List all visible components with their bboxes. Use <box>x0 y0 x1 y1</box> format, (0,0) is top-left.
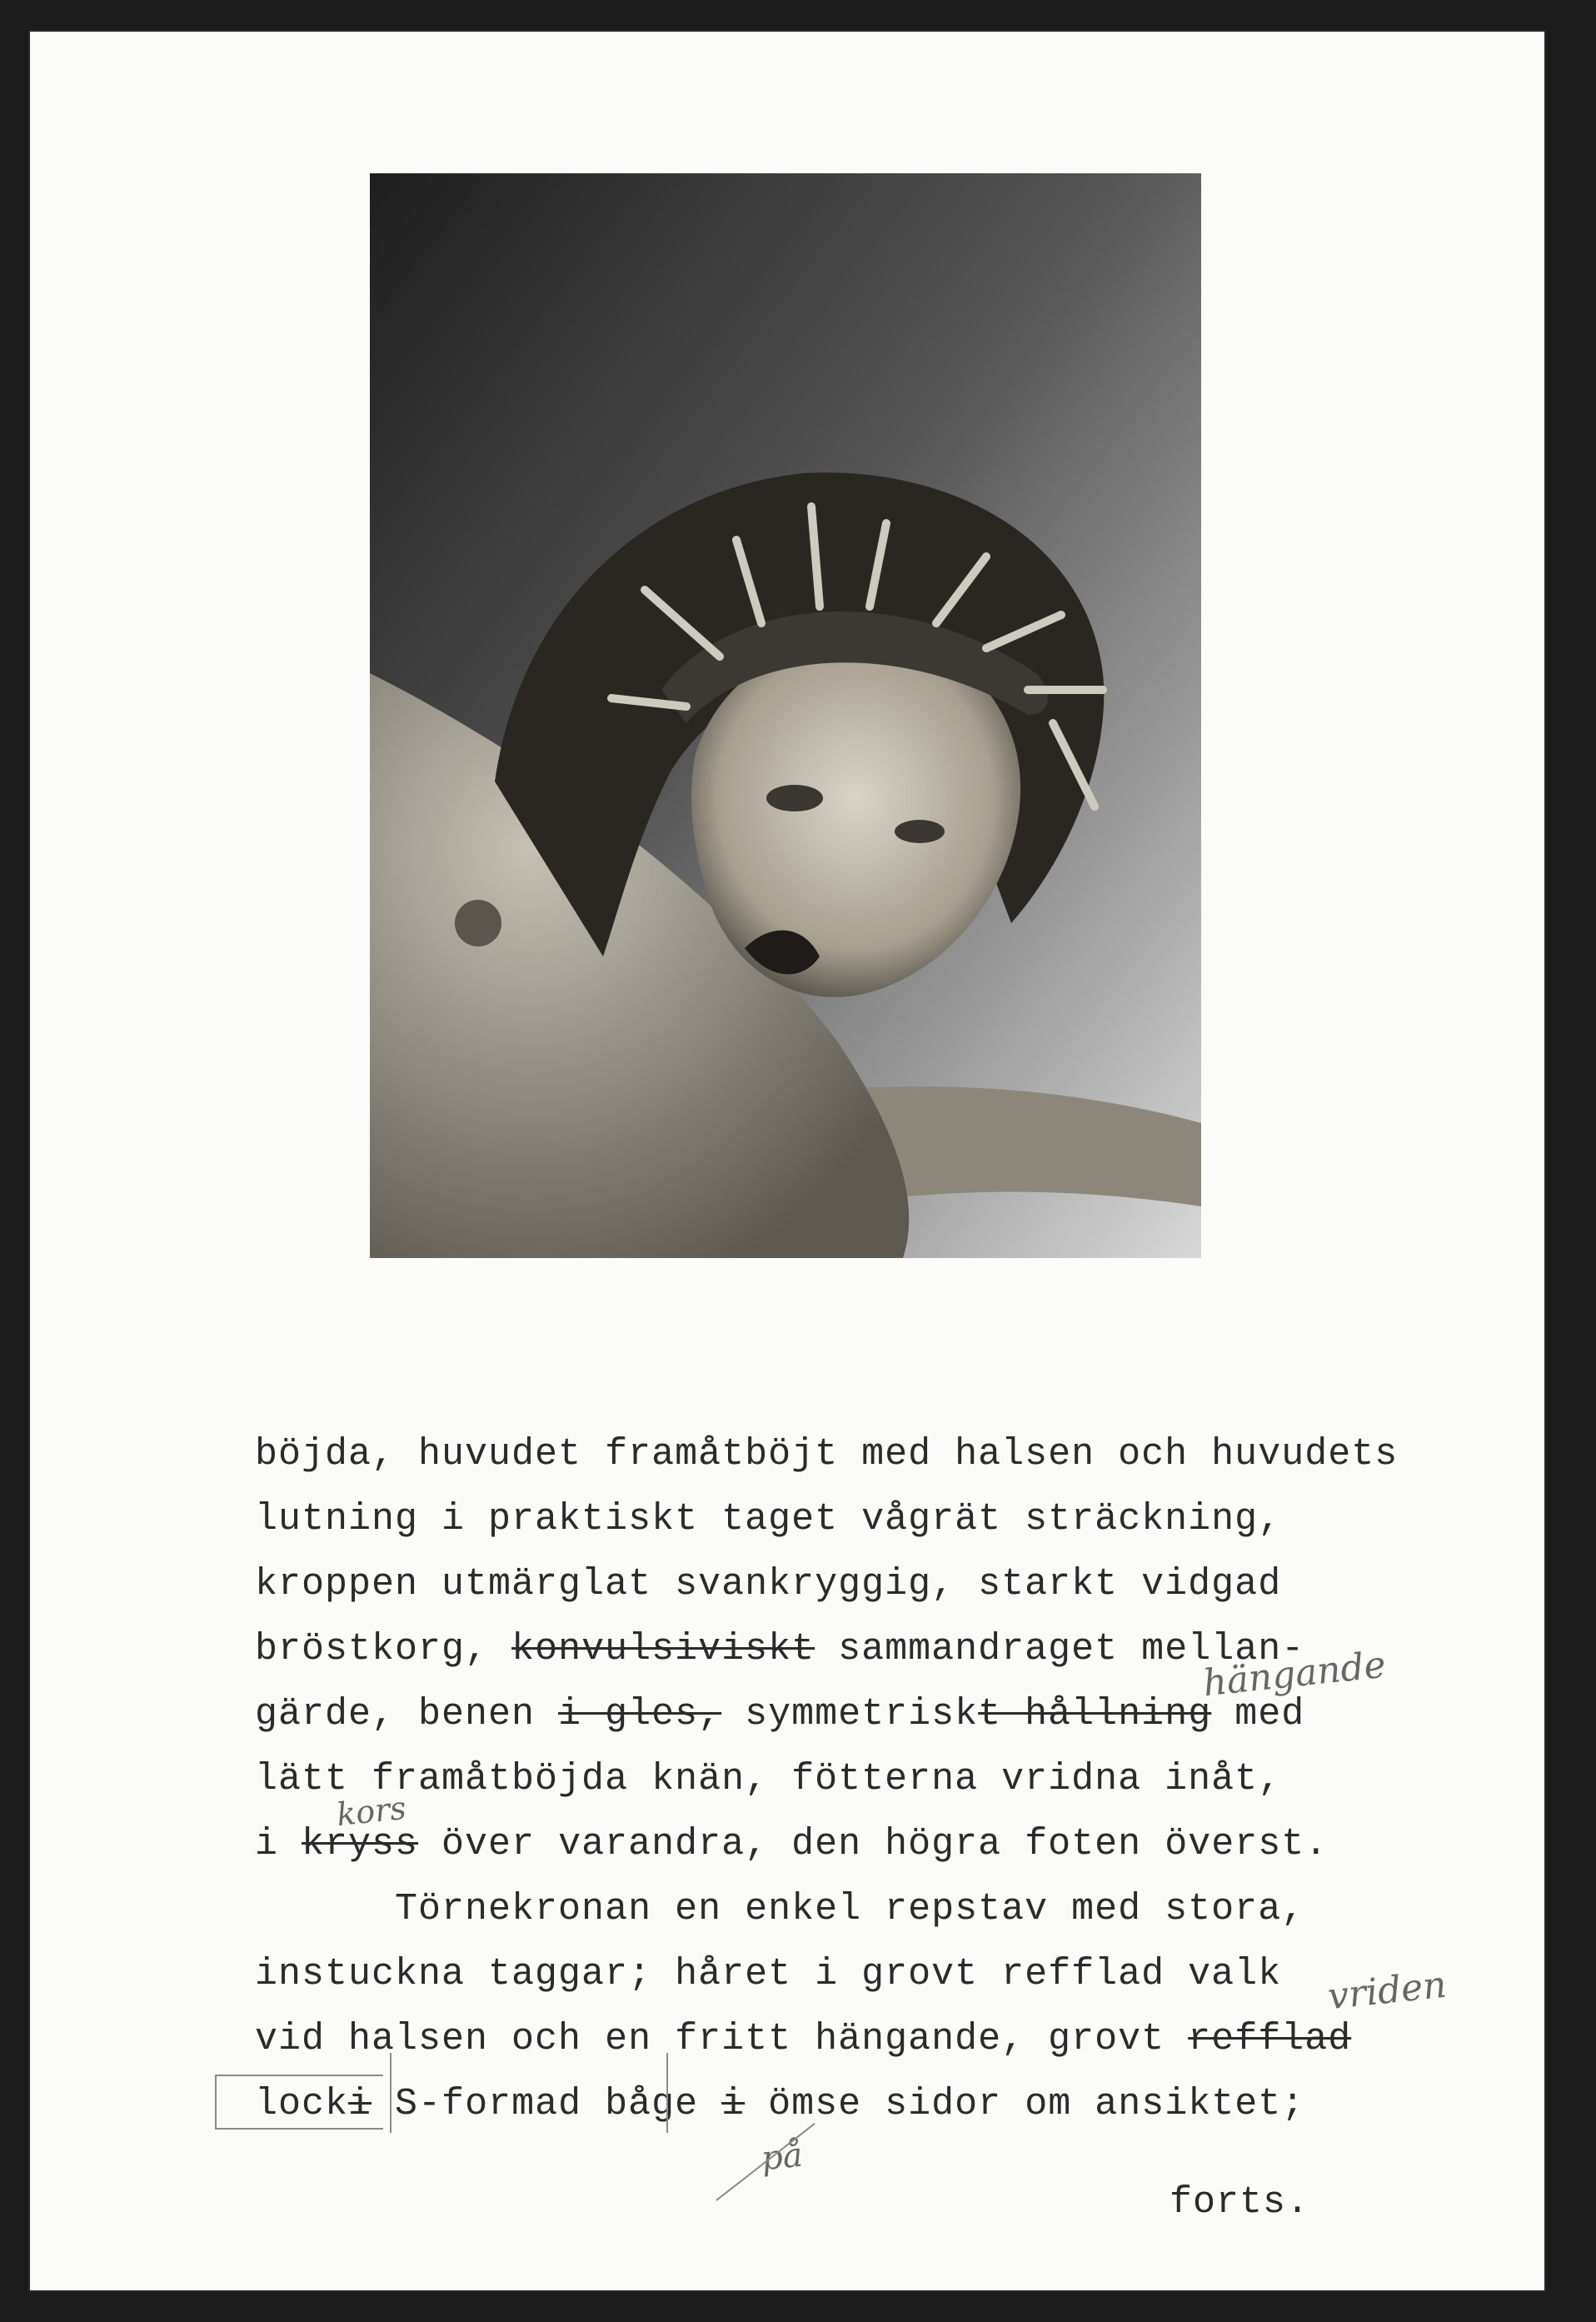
crucifix-head-photo-image <box>370 173 1201 1258</box>
text-line-9: instuckna taggar; håret i grovt refflad valk <box>255 1953 1282 1995</box>
text-continued: forts. <box>1170 2181 1310 2224</box>
text-line-6: lätt framåtböjda knän, fötterna vridna inåt, <box>255 1758 1282 1800</box>
pencil-bracket-left <box>215 2075 383 2130</box>
handwritten-hangande: hängande <box>1200 1643 1388 1705</box>
text-line-1: böjda, huvudet framåtböjt med halsen och huvudets <box>255 1433 1399 1476</box>
handwritten-vriden: vriden <box>1325 1963 1449 2019</box>
text-line-11: locki S-formad båge i ömse sidor om ansiktet; <box>255 2083 1305 2125</box>
handwritten-kors: kors <box>334 1789 408 1834</box>
text-line-8: Törnekronan en enkel repstav med stora, <box>255 1888 1305 1930</box>
document-page <box>28 30 1546 2292</box>
crucifix-photo <box>370 173 1201 1258</box>
handwritten-pa: på <box>759 2135 805 2179</box>
pencil-bracket-s-formad <box>390 2053 668 2133</box>
text-line-7: i kryss över varandra, den högra foten överst. <box>255 1823 1329 1865</box>
text-line-4: bröstkorg, konvulsiviskt sammandraget mellan- <box>255 1628 1305 1670</box>
text-line-5: gärde, benen i gles, symmetriskt hållning med <box>255 1693 1305 1735</box>
text-line-10: vid halsen och en fritt hängande, grovt refflad <box>255 2018 1352 2060</box>
text-line-3: kroppen utmärglat svankryggig, starkt vidgad <box>255 1563 1282 1605</box>
text-line-2: lutning i praktiskt taget vågrät sträckning, <box>255 1498 1282 1541</box>
